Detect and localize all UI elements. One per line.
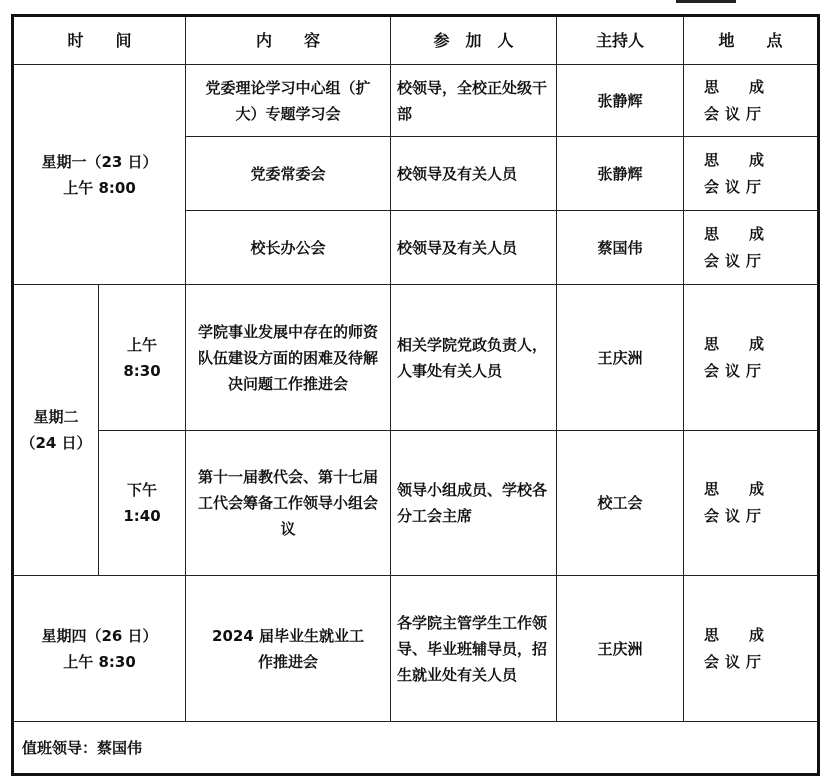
location-line-1: 思 成 (704, 334, 765, 353)
event-location (684, 285, 819, 431)
event-content: 第十一届教代会、第十七届工代会筹备工作领导小组会议 (186, 431, 391, 576)
header-participants: 参 加 人 (391, 16, 557, 65)
table-row (13, 65, 819, 137)
day-cell-thursday (13, 576, 186, 722)
day-label: 星期四（26 日） (41, 626, 158, 645)
header-time: 时 间 (13, 16, 186, 65)
location-line-1: 思 成 (704, 150, 765, 169)
location-line-1: 思 成 (704, 480, 765, 498)
location-line-2: 会议厅 (704, 177, 768, 196)
header-row (13, 16, 819, 65)
location-line-2: 会议厅 (704, 652, 768, 671)
event-content: 校长办公会 (186, 211, 391, 285)
location-line-2: 会议厅 (704, 104, 768, 123)
location-line-1: 思 成 (704, 625, 765, 644)
location-line-1: 思 成 (704, 77, 765, 96)
top-edge-mark (676, 0, 736, 3)
location-line-2: 会议厅 (704, 507, 768, 525)
event-participants: 各学院主管学生工作领导、毕业班辅导员，招生就业处有关人员 (391, 576, 557, 722)
location-line-2: 会议厅 (704, 251, 768, 270)
event-content: 2024 届毕业生就业工作推进会 (186, 576, 391, 722)
event-host: 张静辉 (557, 65, 684, 137)
event-location (684, 576, 819, 722)
duty-leader: 值班领导：蔡国伟 (13, 722, 819, 775)
day-cell-monday (13, 65, 186, 285)
event-content: 党委常委会 (186, 137, 391, 211)
event-location (684, 137, 819, 211)
day-time: 上午 8:30 (63, 652, 136, 671)
schedule-table (11, 14, 820, 776)
event-host: 王庆洲 (557, 576, 684, 722)
event-location (684, 431, 819, 576)
event-participants: 校领导及有关人员 (391, 211, 557, 285)
event-host: 张静辉 (557, 137, 684, 211)
event-participants: 领导小组成员、学校各分工会主席 (391, 431, 557, 576)
header-content: 内 容 (186, 16, 391, 65)
table-row (13, 431, 819, 576)
event-host: 校工会 (557, 431, 684, 576)
day-cell-tuesday: 星期二（24 日） (13, 285, 99, 576)
event-host: 蔡国伟 (557, 211, 684, 285)
table-row (13, 285, 819, 431)
event-participants: 相关学院党政负责人，人事处有关人员 (391, 285, 557, 431)
header-location: 地 点 (684, 16, 819, 65)
event-host: 王庆洲 (557, 285, 684, 431)
location-line-1: 思 成 (704, 224, 765, 243)
day-label: 星期一（23 日） (41, 152, 158, 171)
event-participants: 校领导及有关人员 (391, 137, 557, 211)
event-participants: 校领导，全校正处级干部 (391, 65, 557, 137)
event-content: 学院事业发展中存在的师资队伍建设方面的困难及待解决问题工作推进会 (186, 285, 391, 431)
location-line-2: 会议厅 (704, 361, 768, 380)
event-location (684, 211, 819, 285)
duty-row (13, 722, 819, 775)
table-row (13, 576, 819, 722)
session-time: 上午 8:30 (99, 285, 186, 431)
session-time: 下午 1:40 (99, 431, 186, 576)
header-host: 主持人 (557, 16, 684, 65)
event-location (684, 65, 819, 137)
day-time: 上午 8:00 (63, 178, 136, 197)
event-content: 党委理论学习中心组（扩大）专题学习会 (186, 65, 391, 137)
